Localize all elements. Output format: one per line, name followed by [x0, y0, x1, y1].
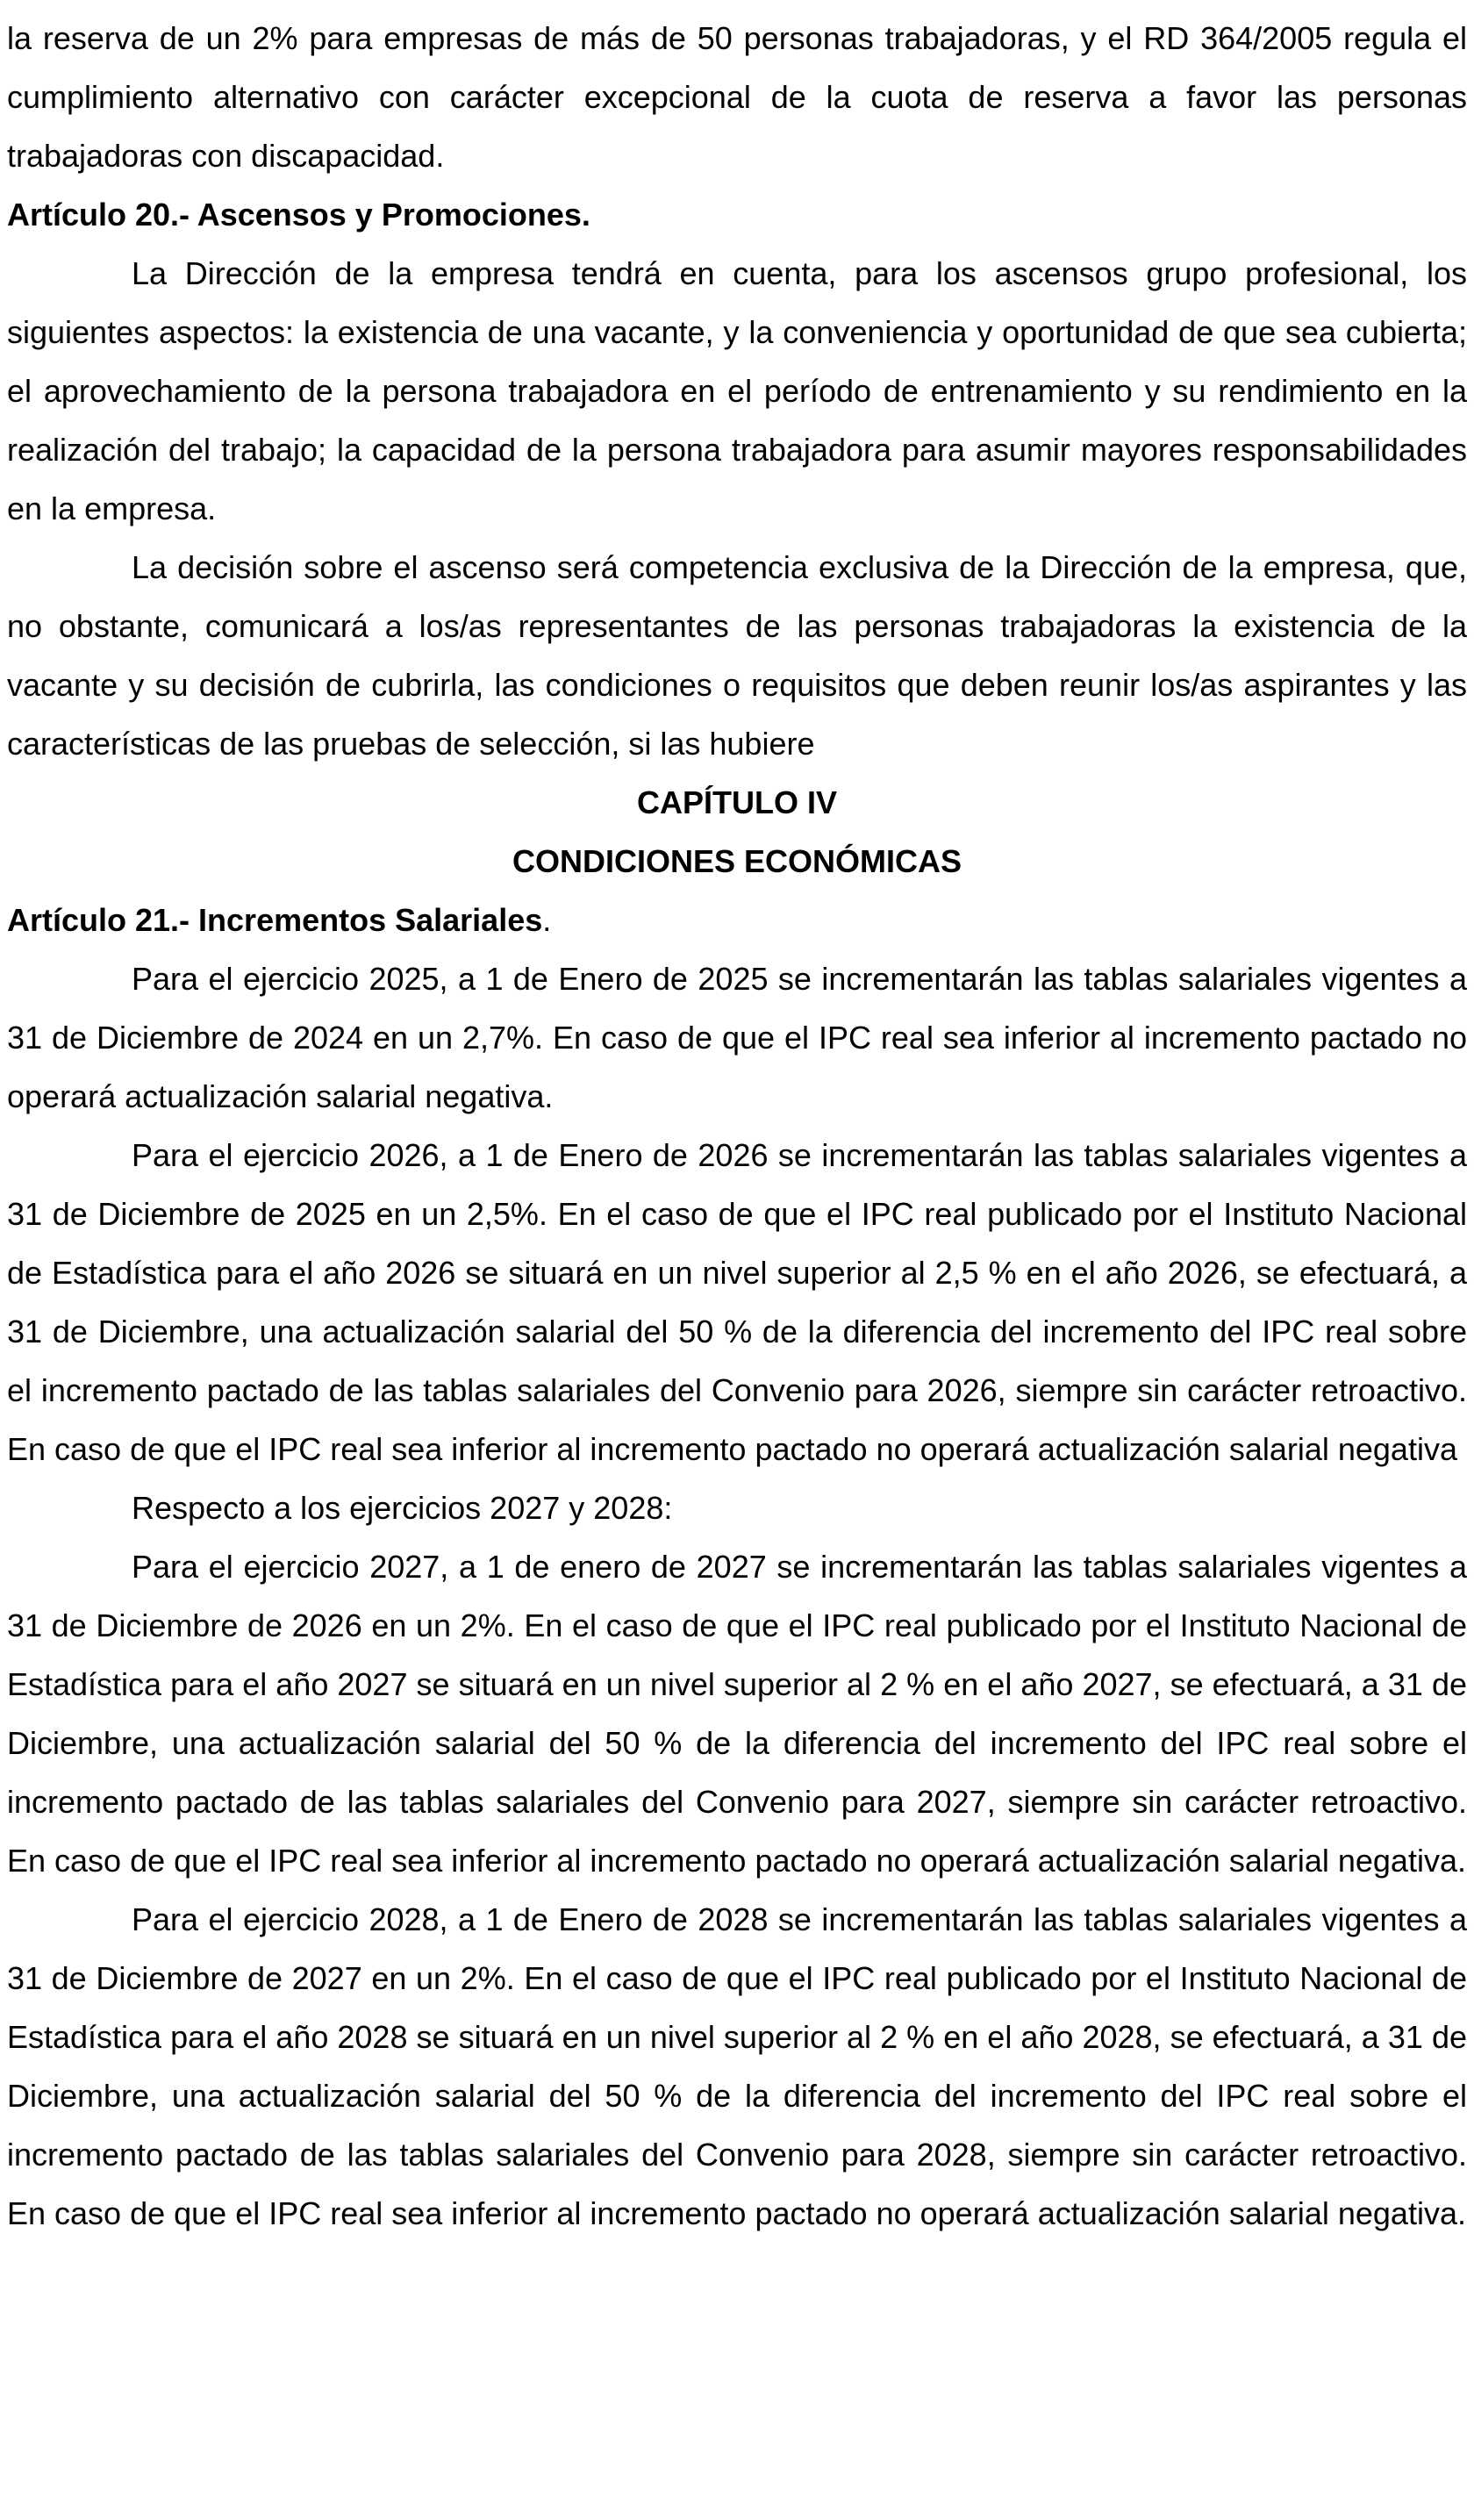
article-21-paragraph-respecto: Respecto a los ejercicios 2027 y 2028:: [132, 1490, 673, 1526]
chapter-4-subheading: CONDICIONES ECONÓMICAS: [512, 843, 962, 879]
article-21-paragraph-2026: Para el ejercicio 2026, a 1 de Enero de 2026 se incrementarán las tablas salariales vigentes a 31 de Diciembre de 2025 en un 2,5%. En el caso de que el IPC real publicado por el Instituto Nacional de Estadística para el año 2026 se situará en un nivel superior al 2,5 % en el año 2026, se efectuará, a 31 de Diciembre, una actualización salarial del 50 % de la diferencia del incremento del IPC real sobre el incremento pactado de las tablas salariales del Convenio para 2026, siempre sin carácter retroactivo. En caso de que el IPC real sea inferior al incremento pactado no operará actualización salarial negativa: [7, 1137, 1467, 1467]
article-21-paragraph-2025: Para el ejercicio 2025, a 1 de Enero de 2025 se incrementarán las tablas salariales vigentes a 31 de Diciembre de 2024 en un 2,7%. En caso de que el IPC real sea inferior al incremento pactado no operará actualización salarial negativa.: [7, 961, 1467, 1114]
article-20-paragraph-2: La decisión sobre el ascenso será competencia exclusiva de la Dirección de la empresa, que, no obstante, comunicará a los/as representantes de las personas trabajadoras la existencia de la vacante y su decisión de cubrirla, las condiciones o requisitos que deben reunir los/as aspirantes y las características de las pruebas de selección, si las hubiere: [7, 549, 1467, 762]
article-20-paragraph-1: La Dirección de la empresa tendrá en cuenta, para los ascensos grupo profesional, los siguientes aspectos: la existencia de una vacante, y la conveniencia y oportunidad de que sea cubierta; el aprovechamiento de la persona trabajadora en el período de entrenamiento y su rendimiento en la realización del trabajo; la capacidad de la persona trabajadora para asumir mayores responsabilidades en la empresa.: [7, 255, 1467, 526]
article-21-heading-period: .: [542, 902, 552, 938]
article-21-paragraph-2028: Para el ejercicio 2028, a 1 de Enero de 2028 se incrementarán las tablas salariales vigentes a 31 de Diciembre de 2027 en un 2%. En el caso de que el IPC real publicado por el Instituto Nacional de Estadística para el año 2028 se situará en un nivel superior al 2 % en el año 2028, se efectuará, a 31 de Diciembre, una actualización salarial del 50 % de la diferencia del incremento del IPC real sobre el incremento pactado de las tablas salariales del Convenio para 2028, siempre sin carácter retroactivo. En caso de que el IPC real sea inferior al incremento pactado no operará actualización salarial negativa.: [7, 1901, 1467, 2231]
chapter-4-heading: CAPÍTULO IV: [636, 784, 837, 820]
intro-paragraph: la reserva de un 2% para empresas de más de 50 personas trabajadoras, y el RD 364/2005 regula el cumplimiento alternativo con carácter excepcional de la cuota de reserva a favor las personas trabajadoras con discapacidad.: [7, 20, 1467, 174]
article-21-heading: [7, 891, 1467, 949]
article-20-heading: Artículo 20.- Ascensos y Promociones.: [7, 197, 590, 233]
article-21-paragraph-2027: Para el ejercicio 2027, a 1 de enero de 2027 se incrementarán las tablas salariales vigentes a 31 de Diciembre de 2026 en un 2%. En el caso de que el IPC real publicado por el Instituto Nacional de Estadística para el año 2027 se situará en un nivel superior al 2 % en el año 2027, se efectuará, a 31 de Diciembre, una actualización salarial del 50 % de la diferencia del incremento del IPC real sobre el incremento pactado de las tablas salariales del Convenio para 2027, siempre sin carácter retroactivo. En caso de que el IPC real sea inferior al incremento pactado no operará actualización salarial negativa.: [7, 1549, 1467, 1879]
article-21-heading-text: Artículo 21.- Incrementos Salariales: [7, 902, 543, 938]
